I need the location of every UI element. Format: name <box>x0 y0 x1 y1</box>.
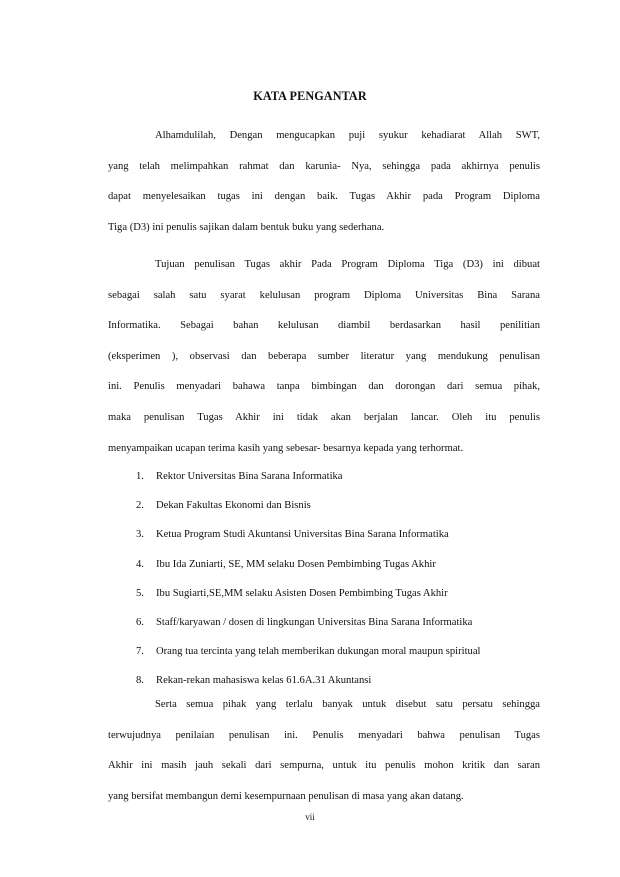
list-text: Orang tua tercinta yang telah memberikan dukungan moral maupun spiritual <box>156 646 481 658</box>
paragraph-line: yang telah melimpahkan rahmat dan karunia- Nya, sehingga pada akhirnya penulis <box>108 160 540 172</box>
paragraph-line: sebagai salah satu syarat kelulusan program Diploma Universitas Bina Sarana <box>108 289 540 301</box>
list-item <box>136 615 546 644</box>
list-number: 6. <box>136 616 144 628</box>
list-number: 7. <box>136 646 144 658</box>
paragraph-closing <box>108 697 540 819</box>
paragraph-line: Akhir ini masih jauh sekali dari sempurna, untuk itu penulis mohon kritik dan saran <box>108 760 540 772</box>
paragraph-line: yang bersifat membangun demi kesempurnaan penulisan di masa yang akan datang. <box>108 790 464 802</box>
list-number: 1. <box>136 471 144 482</box>
paragraph-line: Serta semua pihak yang terlalu banyak untuk disebut satu persatu sehingga <box>155 699 540 710</box>
list-item <box>136 644 546 673</box>
paragraph-purpose <box>108 257 540 471</box>
paragraph-line: Informatika. Sebagai bahan kelulusan diambil berdasarkan hasil penilitian <box>108 320 540 332</box>
list-item <box>136 498 546 527</box>
paragraph-line: ini. Penulis menyadari bahawa tanpa bimbingan dan dorongan dari semua pihak, <box>108 381 540 393</box>
acknowledgement-list <box>136 469 546 703</box>
paragraph-line: terwujudnya penilaian penulisan ini. Penulis menyadari bahwa penulisan Tugas <box>108 729 540 741</box>
list-item <box>136 586 546 615</box>
list-number: 5. <box>136 587 144 599</box>
paragraph-line: Alhamdulilah, Dengan mengucapkan puji syukur kehadiarat Allah SWT, <box>155 130 540 141</box>
list-number: 2. <box>136 500 144 512</box>
list-text: Dekan Fakultas Ekonomi dan Bisnis <box>156 500 311 512</box>
paragraph-line: Tiga (D3) ini penulis sajikan dalam bentuk buku yang sederhana. <box>108 221 385 233</box>
list-text: Ibu Ida Zuniarti, SE, MM selaku Dosen Pembimbing Tugas Akhir <box>156 558 436 570</box>
paragraph-line: maka penulisan Tugas Akhir ini tidak akan berjalan lancar. Oleh itu penulis <box>108 411 540 423</box>
list-text: Ibu Sugiarti,SE,MM selaku Asisten Dosen Pembimbing Tugas Akhir <box>156 587 448 599</box>
list-text: Ketua Program Studi Akuntansi Universitas Bina Sarana Informatika <box>156 529 449 541</box>
list-text: Rekan-rekan mahasiswa kelas 61.6A.31 Akuntansi <box>156 675 372 687</box>
list-text: Staff/karyawan / dosen di lingkungan Universitas Bina Sarana Informatika <box>156 616 473 628</box>
list-number: 3. <box>136 529 144 541</box>
list-text: Rektor Universitas Bina Sarana Informatika <box>156 471 343 482</box>
page-title: KATA PENGANTAR <box>253 89 367 103</box>
paragraph-line: (eksperimen ), observasi dan beberapa sumber literatur yang mendukung penulisan <box>108 350 540 362</box>
paragraph-line: dapat menyelesaikan tugas ini dengan baik. Tugas Akhir pada Program Diploma <box>108 191 540 203</box>
paragraph-line: Tujuan penulisan Tugas akhir Pada Program Diploma Tiga (D3) ini dibuat <box>155 259 540 270</box>
list-item <box>136 527 546 556</box>
list-item <box>136 557 546 586</box>
page-number: vii <box>305 812 315 822</box>
list-number: 4. <box>136 558 144 570</box>
list-number: 8. <box>136 675 144 687</box>
paragraph-line: menyampaikan ucapan terima kasih yang sebesar- besarnya kepada yang terhormat. <box>108 442 464 454</box>
paragraph-intro <box>108 128 540 250</box>
list-item <box>136 469 546 498</box>
